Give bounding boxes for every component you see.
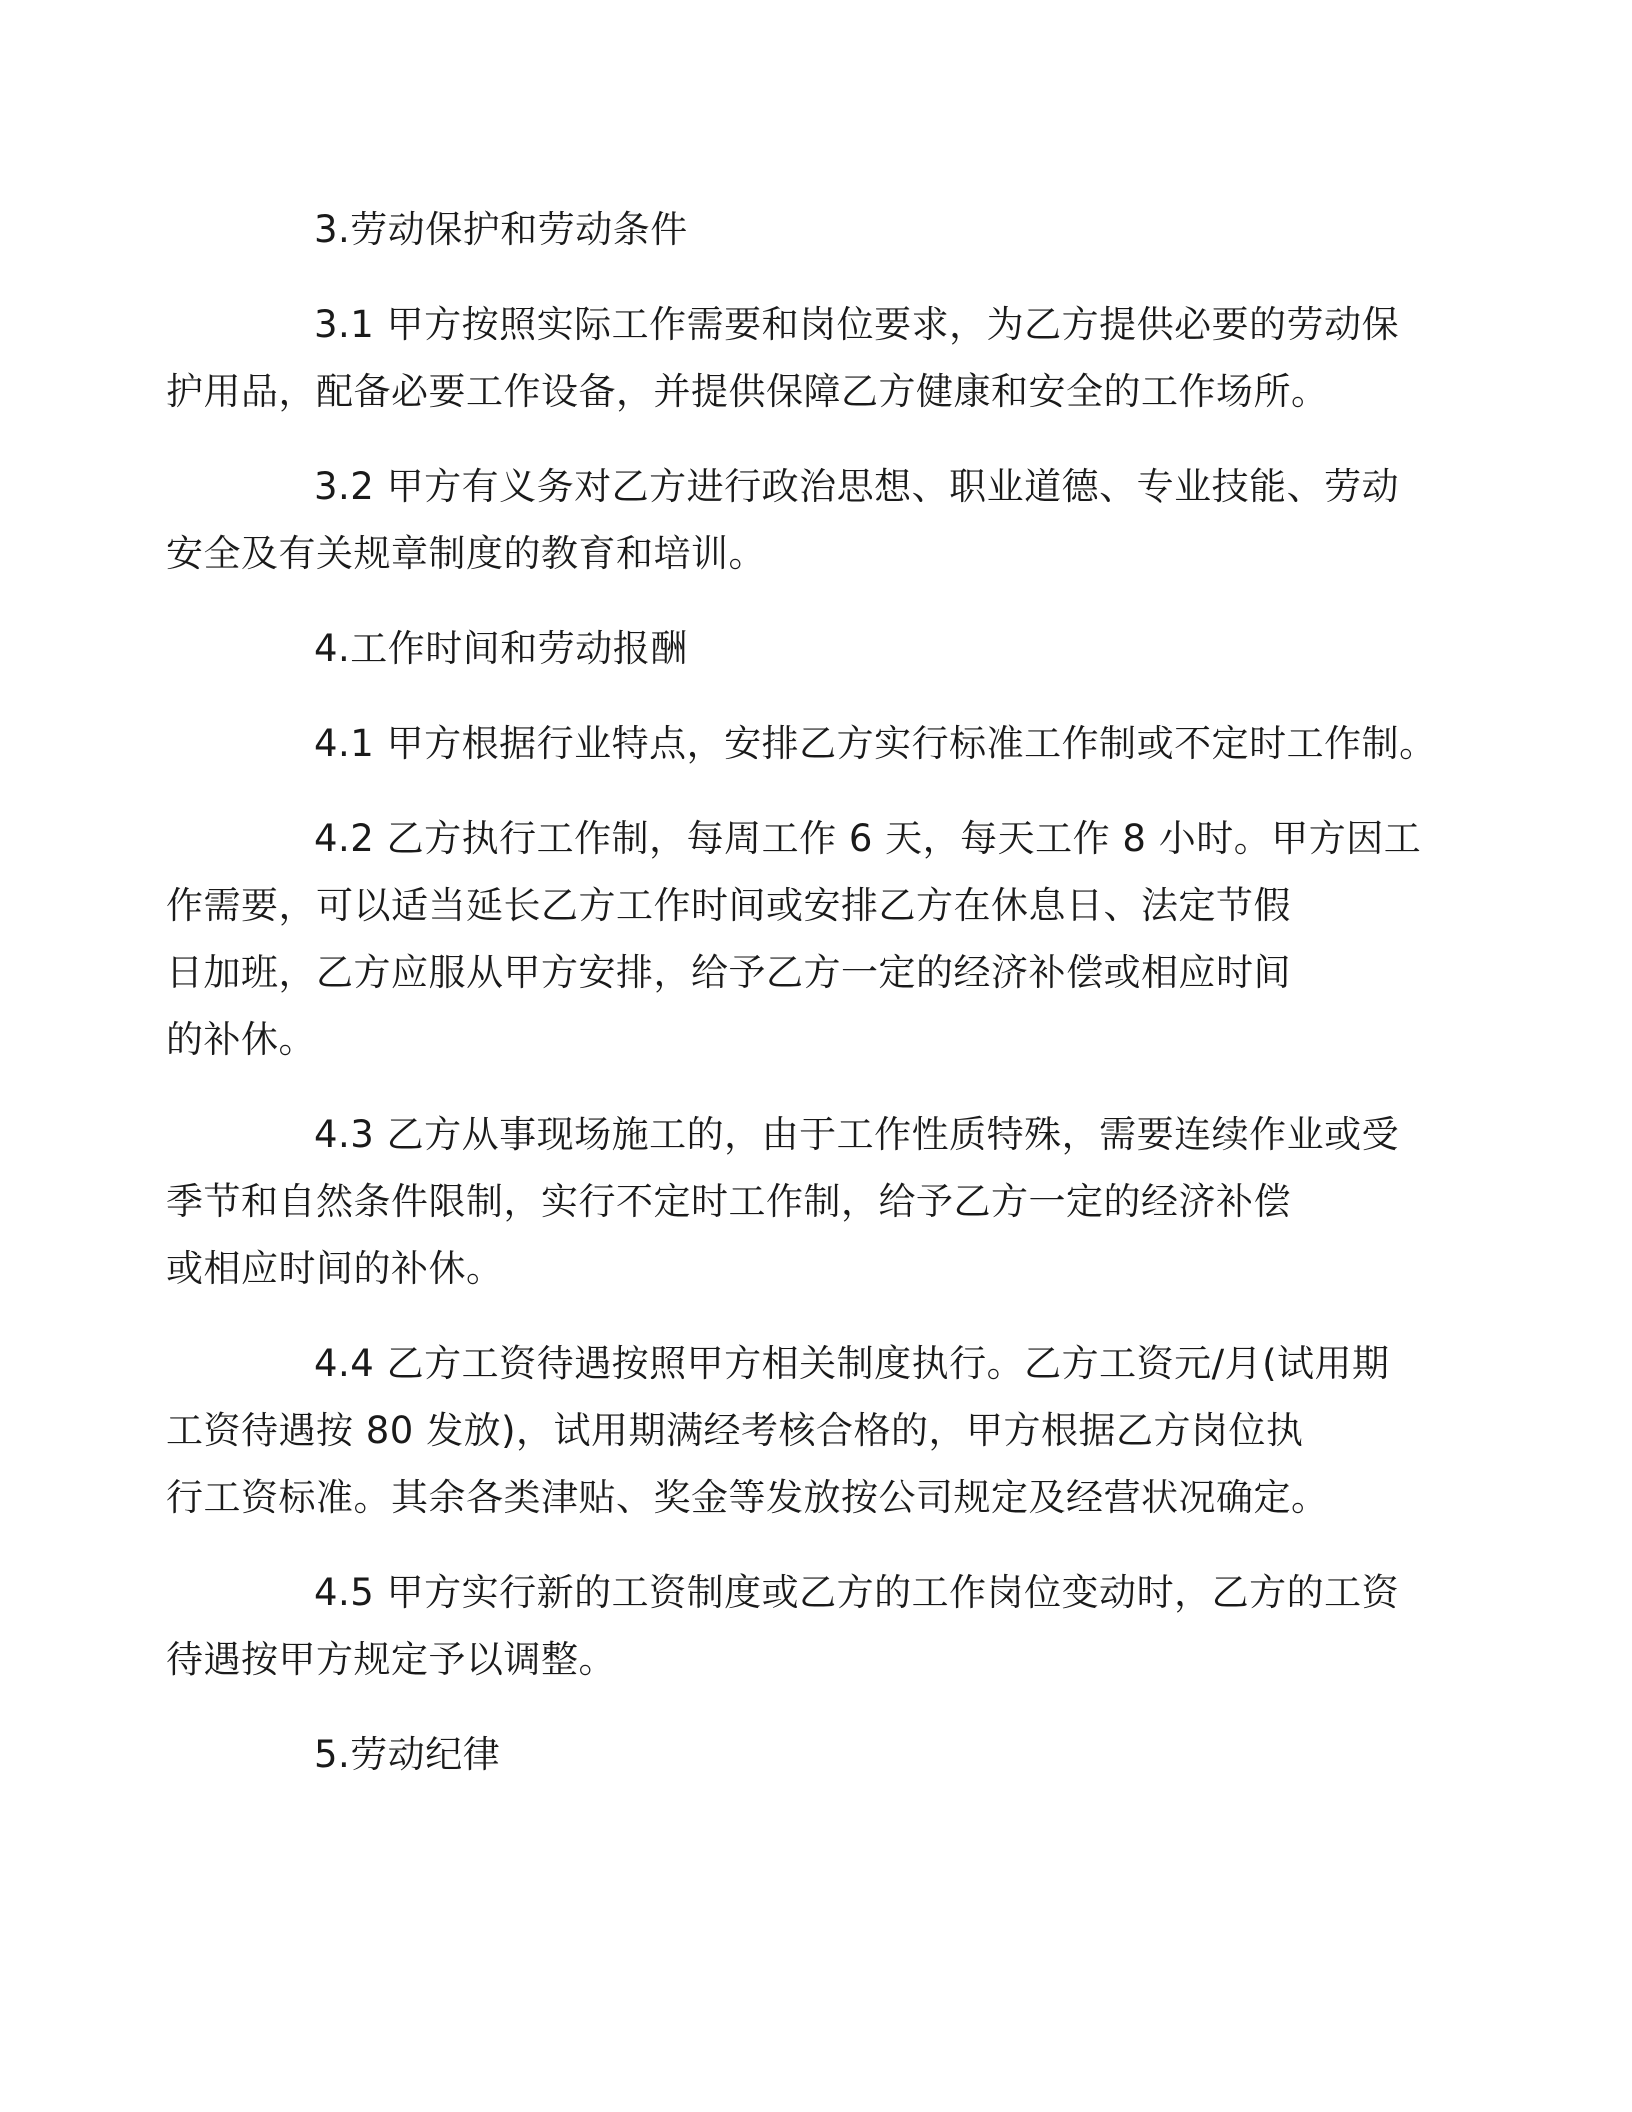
paragraph-line: 3.1 甲方按照实际工作需要和岗位要求，为乙方提供必要的劳动保 [314, 303, 1400, 346]
section-heading: 3.劳动保护和劳动条件 [314, 208, 688, 251]
paragraph-line: 护用品，配备必要工作设备，并提供保障乙方健康和安全的工作场所。 [166, 370, 1329, 413]
paragraph-line: 4.1 甲方根据行业特点，安排乙方实行标准工作制或不定时工作制。 [314, 722, 1437, 765]
paragraph-4-5 [166, 1559, 1400, 1693]
paragraph-line: 4.2 乙方执行工作制，每周工作 6 天，每天工作 8 小时。甲方因工 [314, 817, 1422, 860]
paragraph-4-4 [166, 1330, 1390, 1531]
paragraph-4-3 [166, 1101, 1400, 1302]
paragraph-line: 的补休。 [166, 1018, 316, 1061]
paragraph-line: 安全及有关规章制度的教育和培训。 [166, 532, 766, 575]
paragraph-line: 待遇按甲方规定予以调整。 [166, 1638, 616, 1681]
document-body [166, 196, 1437, 1816]
paragraph-3-2 [166, 453, 1400, 587]
paragraph-3-1 [166, 291, 1400, 425]
paragraph-line: 作需要，可以适当延长乙方工作时间或安排乙方在休息日、法定节假 [166, 884, 1291, 927]
paragraph-line: 4.4 乙方工资待遇按照甲方相关制度执行。乙方工资元/月(试用期 [314, 1342, 1390, 1385]
paragraph-line: 工资待遇按 80 发放)，试用期满经考核合格的，甲方根据乙方岗位执 [166, 1409, 1304, 1452]
paragraph-4-2 [166, 805, 1422, 1073]
section-heading: 4.工作时间和劳动报酬 [314, 627, 688, 670]
paragraph-line: 行工资标准。其余各类津贴、奖金等发放按公司规定及经营状况确定。 [166, 1476, 1329, 1519]
paragraph-line: 季节和自然条件限制，实行不定时工作制，给予乙方一定的经济补偿 [166, 1180, 1291, 1223]
paragraph-line: 或相应时间的补休。 [166, 1247, 504, 1290]
section-heading: 5.劳动纪律 [314, 1733, 501, 1776]
paragraph-4-1 [240, 710, 1437, 777]
paragraph-line: 3.2 甲方有义务对乙方进行政治思想、职业道德、专业技能、劳动 [314, 465, 1400, 508]
paragraph-line: 4.3 乙方从事现场施工的，由于工作性质特殊，需要连续作业或受 [314, 1113, 1400, 1156]
paragraph-line: 4.5 甲方实行新的工资制度或乙方的工作岗位变动时，乙方的工资 [314, 1571, 1400, 1614]
paragraph-line: 日加班，乙方应服从甲方安排，给予乙方一定的经济补偿或相应时间 [166, 951, 1291, 994]
